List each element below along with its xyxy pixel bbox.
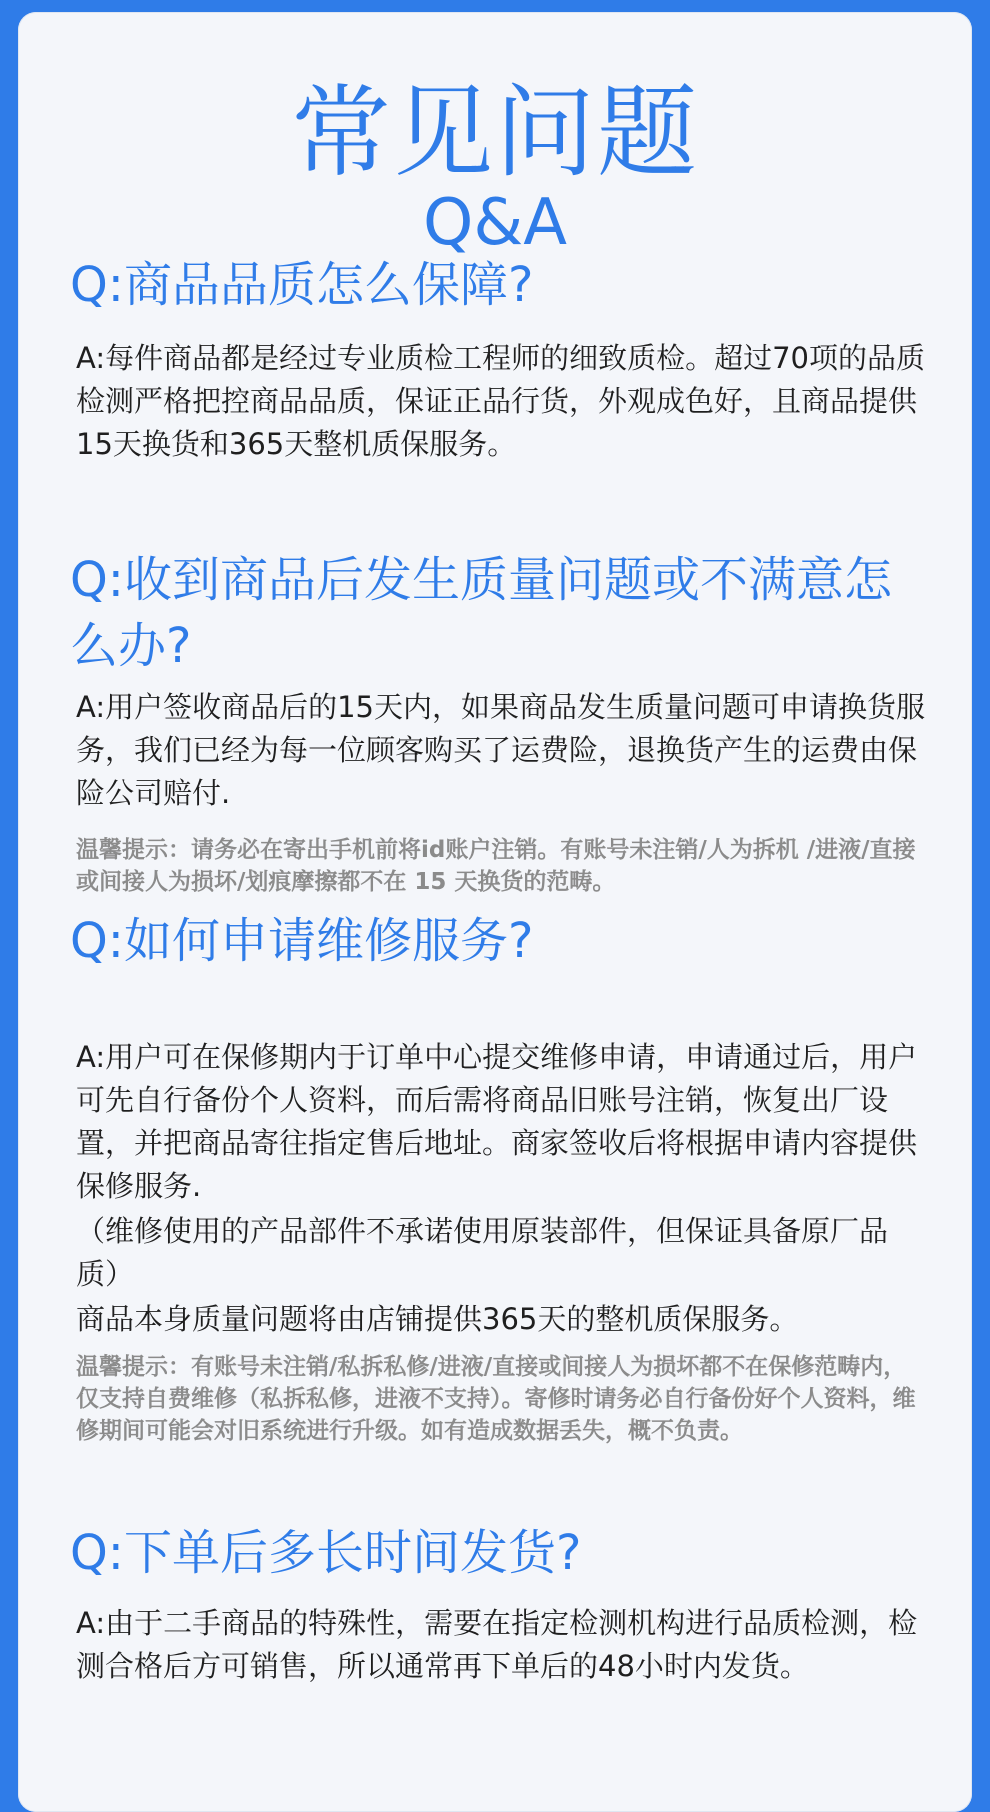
faq-answer-3: A:用户可在保修期内于订单中心提交维修申请，申请通过后，用户可先自行备份个人资料，而后需将商品旧账号注销，恢复出厂设置，并把商品寄往指定售后地址。商家签收后将根据申请内容提供保修服务. — [76, 1040, 918, 1203]
page-subtitle: Q&A — [422, 186, 568, 260]
faq-question-3: Q:如何申请维修服务? — [70, 913, 534, 969]
faq-question-1: Q:商品品质怎么保障? — [70, 257, 534, 313]
page-title: 常见问题 — [291, 74, 699, 191]
faq-tip-3: 温馨提示：有账号未注销/私拆私修/进液/直接或间接人为损坏都不在保修范畴内，仅支持自费维修（私拆私修，进液不支持）。寄修时请务必自行备份好个人资料，维修期间可能会对旧系统进行升级。如有造成数据丢失，概不负责。 — [76, 1354, 916, 1444]
faq-tip-2: 温馨提示：请务必在寄出手机前将id账户注销。有账号未注销/人为拆机 /进液/直接或间接人为损坏/划痕摩擦都不在 15 天换货的范畴。 — [76, 837, 916, 895]
faq-note-3: （维修使用的产品部件不承诺使用原装部件，但保证具备原厂品质） — [76, 1214, 889, 1291]
faq-question-2: Q:收到商品后发生质量问题或不满意怎么办? — [70, 552, 892, 674]
faq-extra-3: 商品本身质量问题将由店铺提供365天的整机质保服务。 — [76, 1302, 799, 1336]
faq-answer-2: A:用户签收商品后的15天内，如果商品发生质量问题可申请换货服务，我们已经为每一位顾客购买了运费险，退换货产生的运费由保险公司赔付. — [76, 690, 926, 810]
faq-question-4: Q:下单后多长时间发货? — [70, 1525, 582, 1581]
faq-answer-4: A:由于二手商品的特殊性，需要在指定检测机构进行品质检测，检测合格后方可销售，所以通常再下单后的48小时内发货。 — [76, 1606, 918, 1683]
faq-answer-1: A:每件商品都是经过专业质检工程师的细致质检。超过70项的品质检测严格把控商品品质，保证正品行货，外观成色好，且商品提供15天换货和365天整机质保服务。 — [76, 341, 926, 461]
